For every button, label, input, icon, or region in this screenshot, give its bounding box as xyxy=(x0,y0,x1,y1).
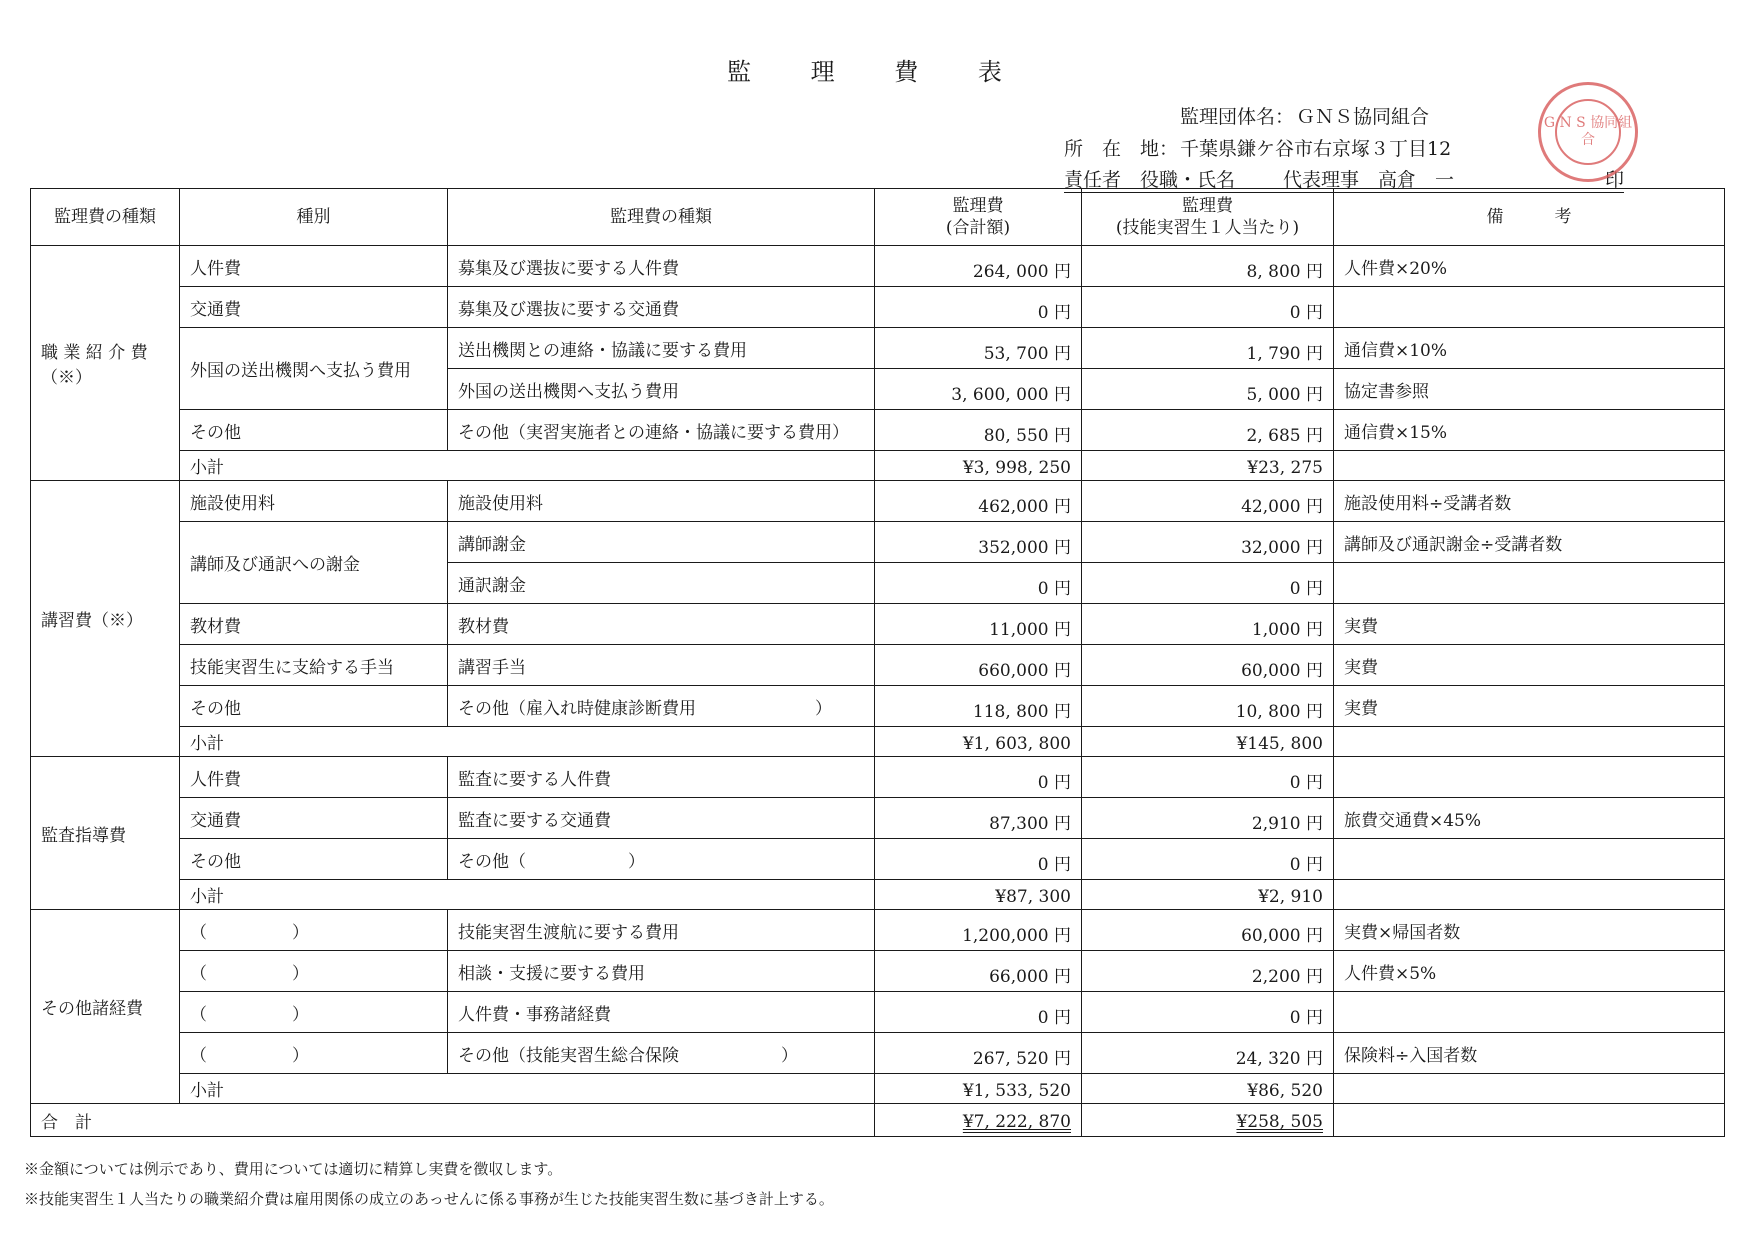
total-amount-cell: 462,000 円 xyxy=(875,481,1082,522)
total-amount-cell: 87,300 円 xyxy=(875,798,1082,839)
category-cell: その他諸経費 xyxy=(31,910,180,1104)
note-cell xyxy=(1334,992,1725,1033)
table-row xyxy=(31,1033,1725,1074)
note-cell: 人件費×20% xyxy=(1334,246,1725,287)
table-header-row xyxy=(31,189,1725,246)
table-row xyxy=(31,839,1725,880)
note-cell: 実費 xyxy=(1334,686,1725,727)
category-cell: 監査指導費 xyxy=(31,757,180,910)
subtotal-total: ¥1, 533, 520 xyxy=(875,1074,1082,1104)
total-amount-cell: 0 円 xyxy=(875,839,1082,880)
item-cell: その他（技能実習生総合保険 ） xyxy=(448,1033,875,1074)
note-cell: 講師及び通訳謝金÷受講者数 xyxy=(1334,522,1725,563)
per-trainee-amount-cell: 60,000 円 xyxy=(1082,910,1334,951)
per-trainee-amount-cell: 60,000 円 xyxy=(1082,645,1334,686)
type-cell: その他 xyxy=(180,410,448,451)
note-cell xyxy=(1334,757,1725,798)
subtotal-total: ¥87, 300 xyxy=(875,880,1082,910)
per-trainee-amount-cell: 8, 800 円 xyxy=(1082,246,1334,287)
total-amount-cell: 352,000 円 xyxy=(875,522,1082,563)
per-trainee-amount-cell: 2,200 円 xyxy=(1082,951,1334,992)
per-trainee-amount-cell: 0 円 xyxy=(1082,992,1334,1033)
note-cell: 保険料÷入国者数 xyxy=(1334,1033,1725,1074)
item-cell: 講習手当 xyxy=(448,645,875,686)
column-header: 監理費 (技能実習生１人当たり) xyxy=(1082,189,1334,246)
item-cell: 募集及び選抜に要する交通費 xyxy=(448,287,875,328)
total-amount-cell: 66,000 円 xyxy=(875,951,1082,992)
total-amount-cell: 11,000 円 xyxy=(875,604,1082,645)
grand-total-amount-value: ¥7, 222, 870 xyxy=(962,1112,1071,1132)
subtotal-note xyxy=(1334,1074,1725,1104)
type-cell: 外国の送出機関へ支払う費用 xyxy=(180,328,448,410)
item-cell: 通訳謝金 xyxy=(448,563,875,604)
subtotal-note xyxy=(1334,727,1725,757)
page-title: 監 理 費 表 xyxy=(727,58,1028,86)
item-cell: 外国の送出機関へ支払う費用 xyxy=(448,369,875,410)
column-header: 監理費 (合計額) xyxy=(875,189,1082,246)
org-line xyxy=(1180,102,1429,129)
footnote-2: ※技能実習生１人当たりの職業紹介費は雇用関係の成立のあっせんに係る事務が生じた技能実習生数に基づき計上する。 xyxy=(24,1190,834,1208)
note-cell: 人件費×5% xyxy=(1334,951,1725,992)
subtotal-row xyxy=(31,1074,1725,1104)
responsible-label: 責任者 役職・氏名 xyxy=(1064,169,1236,191)
subtotal-per-trainee: ¥2, 910 xyxy=(1082,880,1334,910)
per-trainee-amount-cell: 42,000 円 xyxy=(1082,481,1334,522)
subtotal-label: 小計 xyxy=(180,880,875,910)
table-row xyxy=(31,645,1725,686)
item-cell: 施設使用料 xyxy=(448,481,875,522)
table-row xyxy=(31,604,1725,645)
subtotal-label: 小計 xyxy=(180,727,875,757)
note-cell xyxy=(1334,563,1725,604)
subtotal-note xyxy=(1334,880,1725,910)
type-cell: 技能実習生に支給する手当 xyxy=(180,645,448,686)
type-cell: （ ） xyxy=(180,992,448,1033)
type-cell: その他 xyxy=(180,686,448,727)
type-cell: （ ） xyxy=(180,1033,448,1074)
total-amount-cell: 0 円 xyxy=(875,757,1082,798)
note-cell: 通信費×10% xyxy=(1334,328,1725,369)
per-trainee-amount-cell: 1, 790 円 xyxy=(1082,328,1334,369)
note-cell: 実費×帰国者数 xyxy=(1334,910,1725,951)
note-cell xyxy=(1334,287,1725,328)
item-cell: 教材費 xyxy=(448,604,875,645)
type-cell: 講師及び通訳への謝金 xyxy=(180,522,448,604)
per-trainee-amount-cell: 5, 000 円 xyxy=(1082,369,1334,410)
note-cell: 実費 xyxy=(1334,604,1725,645)
address-label: 所 在 地： xyxy=(1064,138,1179,160)
total-amount-cell: 0 円 xyxy=(875,287,1082,328)
per-trainee-amount-cell: 32,000 円 xyxy=(1082,522,1334,563)
total-amount-cell: 118, 800 円 xyxy=(875,686,1082,727)
item-cell: その他（雇入れ時健康診断費用 ） xyxy=(448,686,875,727)
category-cell: 講習費（※） xyxy=(31,481,180,757)
item-cell: 募集及び選抜に要する人件費 xyxy=(448,246,875,287)
item-cell: 相談・支援に要する費用 xyxy=(448,951,875,992)
org-name: ＧＮＳ協同組合 xyxy=(1296,106,1430,128)
table-row xyxy=(31,481,1725,522)
total-amount-cell: 660,000 円 xyxy=(875,645,1082,686)
responsible-name: 代表理事 高倉 一 xyxy=(1283,169,1455,191)
per-trainee-amount-cell: 2, 685 円 xyxy=(1082,410,1334,451)
note-cell: 協定書参照 xyxy=(1334,369,1725,410)
org-seal-text: G N S 協同組合 xyxy=(1543,115,1633,148)
grand-total-label: 合 計 xyxy=(31,1104,875,1137)
total-amount-cell: 3, 600, 000 円 xyxy=(875,369,1082,410)
type-cell: 人件費 xyxy=(180,246,448,287)
footnote-1: ※金額については例示であり、費用については適切に精算し実費を徴収します。 xyxy=(24,1160,563,1178)
grand-total-amount xyxy=(875,1104,1082,1137)
column-header: 監理費の種類 xyxy=(448,189,875,246)
grand-total-note xyxy=(1334,1104,1725,1137)
per-trainee-amount-cell: 0 円 xyxy=(1082,839,1334,880)
total-amount-cell: 267, 520 円 xyxy=(875,1033,1082,1074)
type-cell: 交通費 xyxy=(180,287,448,328)
per-trainee-amount-cell: 0 円 xyxy=(1082,287,1334,328)
total-amount-cell: 0 円 xyxy=(875,563,1082,604)
grand-total-per-trainee xyxy=(1082,1104,1334,1137)
table-row xyxy=(31,951,1725,992)
total-amount-cell: 0 円 xyxy=(875,992,1082,1033)
table-row xyxy=(31,287,1725,328)
total-amount-cell: 53, 700 円 xyxy=(875,328,1082,369)
org-label: 監理団体名： xyxy=(1180,106,1295,128)
note-cell: 実費 xyxy=(1334,645,1725,686)
type-cell: 教材費 xyxy=(180,604,448,645)
total-amount-cell: 80, 550 円 xyxy=(875,410,1082,451)
table-row xyxy=(31,522,1725,563)
item-cell: 監査に要する交通費 xyxy=(448,798,875,839)
subtotal-per-trainee: ¥145, 800 xyxy=(1082,727,1334,757)
column-header: 監理費の種類 xyxy=(31,189,180,246)
subtotal-row xyxy=(31,880,1725,910)
grand-total-row xyxy=(31,1104,1725,1137)
type-cell: （ ） xyxy=(180,951,448,992)
subtotal-row xyxy=(31,727,1725,757)
table-row xyxy=(31,246,1725,287)
table-row xyxy=(31,992,1725,1033)
note-cell: 通信費×15% xyxy=(1334,410,1725,451)
subtotal-total: ¥3, 998, 250 xyxy=(875,451,1082,481)
per-trainee-amount-cell: 1,000 円 xyxy=(1082,604,1334,645)
table-row xyxy=(31,686,1725,727)
subtotal-total: ¥1, 603, 800 xyxy=(875,727,1082,757)
per-trainee-amount-cell: 2,910 円 xyxy=(1082,798,1334,839)
item-cell: 監査に要する人件費 xyxy=(448,757,875,798)
subtotal-label: 小計 xyxy=(180,1074,875,1104)
table-row xyxy=(31,798,1725,839)
item-cell: 送出機関との連絡・協議に要する費用 xyxy=(448,328,875,369)
note-cell xyxy=(1334,839,1725,880)
total-amount-cell: 1,200,000 円 xyxy=(875,910,1082,951)
per-trainee-amount-cell: 24, 320 円 xyxy=(1082,1033,1334,1074)
item-cell: 技能実習生渡航に要する費用 xyxy=(448,910,875,951)
item-cell: その他（ ） xyxy=(448,839,875,880)
total-amount-cell: 264, 000 円 xyxy=(875,246,1082,287)
type-cell: 人件費 xyxy=(180,757,448,798)
address-line xyxy=(1064,134,1451,161)
per-trainee-amount-cell: 10, 800 円 xyxy=(1082,686,1334,727)
fee-table xyxy=(30,188,1725,1137)
subtotal-row xyxy=(31,451,1725,481)
note-cell: 施設使用料÷受講者数 xyxy=(1334,481,1725,522)
subtotal-label: 小計 xyxy=(180,451,875,481)
address-value: 千葉県鎌ケ谷市右京塚３丁目12 xyxy=(1180,138,1452,160)
table-row xyxy=(31,910,1725,951)
org-seal-stamp xyxy=(1538,82,1638,182)
type-cell: 交通費 xyxy=(180,798,448,839)
note-cell: 旅費交通費×45% xyxy=(1334,798,1725,839)
table-row xyxy=(31,328,1725,369)
table-row xyxy=(31,410,1725,451)
item-cell: その他（実習実施者との連絡・協議に要する費用） xyxy=(448,410,875,451)
category-cell: 職 業 紹 介 費 （※） xyxy=(31,246,180,481)
type-cell: （ ） xyxy=(180,910,448,951)
subtotal-per-trainee: ¥86, 520 xyxy=(1082,1074,1334,1104)
subtotal-per-trainee: ¥23, 275 xyxy=(1082,451,1334,481)
table-row xyxy=(31,757,1725,798)
column-header: 種別 xyxy=(180,189,448,246)
per-trainee-amount-cell: 0 円 xyxy=(1082,563,1334,604)
grand-total-per-trainee-value: ¥258, 505 xyxy=(1236,1112,1323,1132)
subtotal-note xyxy=(1334,451,1725,481)
item-cell: 講師謝金 xyxy=(448,522,875,563)
item-cell: 人件費・事務諸経費 xyxy=(448,992,875,1033)
column-header: 備 考 xyxy=(1334,189,1725,246)
type-cell: 施設使用料 xyxy=(180,481,448,522)
per-trainee-amount-cell: 0 円 xyxy=(1082,757,1334,798)
type-cell: その他 xyxy=(180,839,448,880)
seal-mark-label: 印 xyxy=(1604,169,1624,191)
